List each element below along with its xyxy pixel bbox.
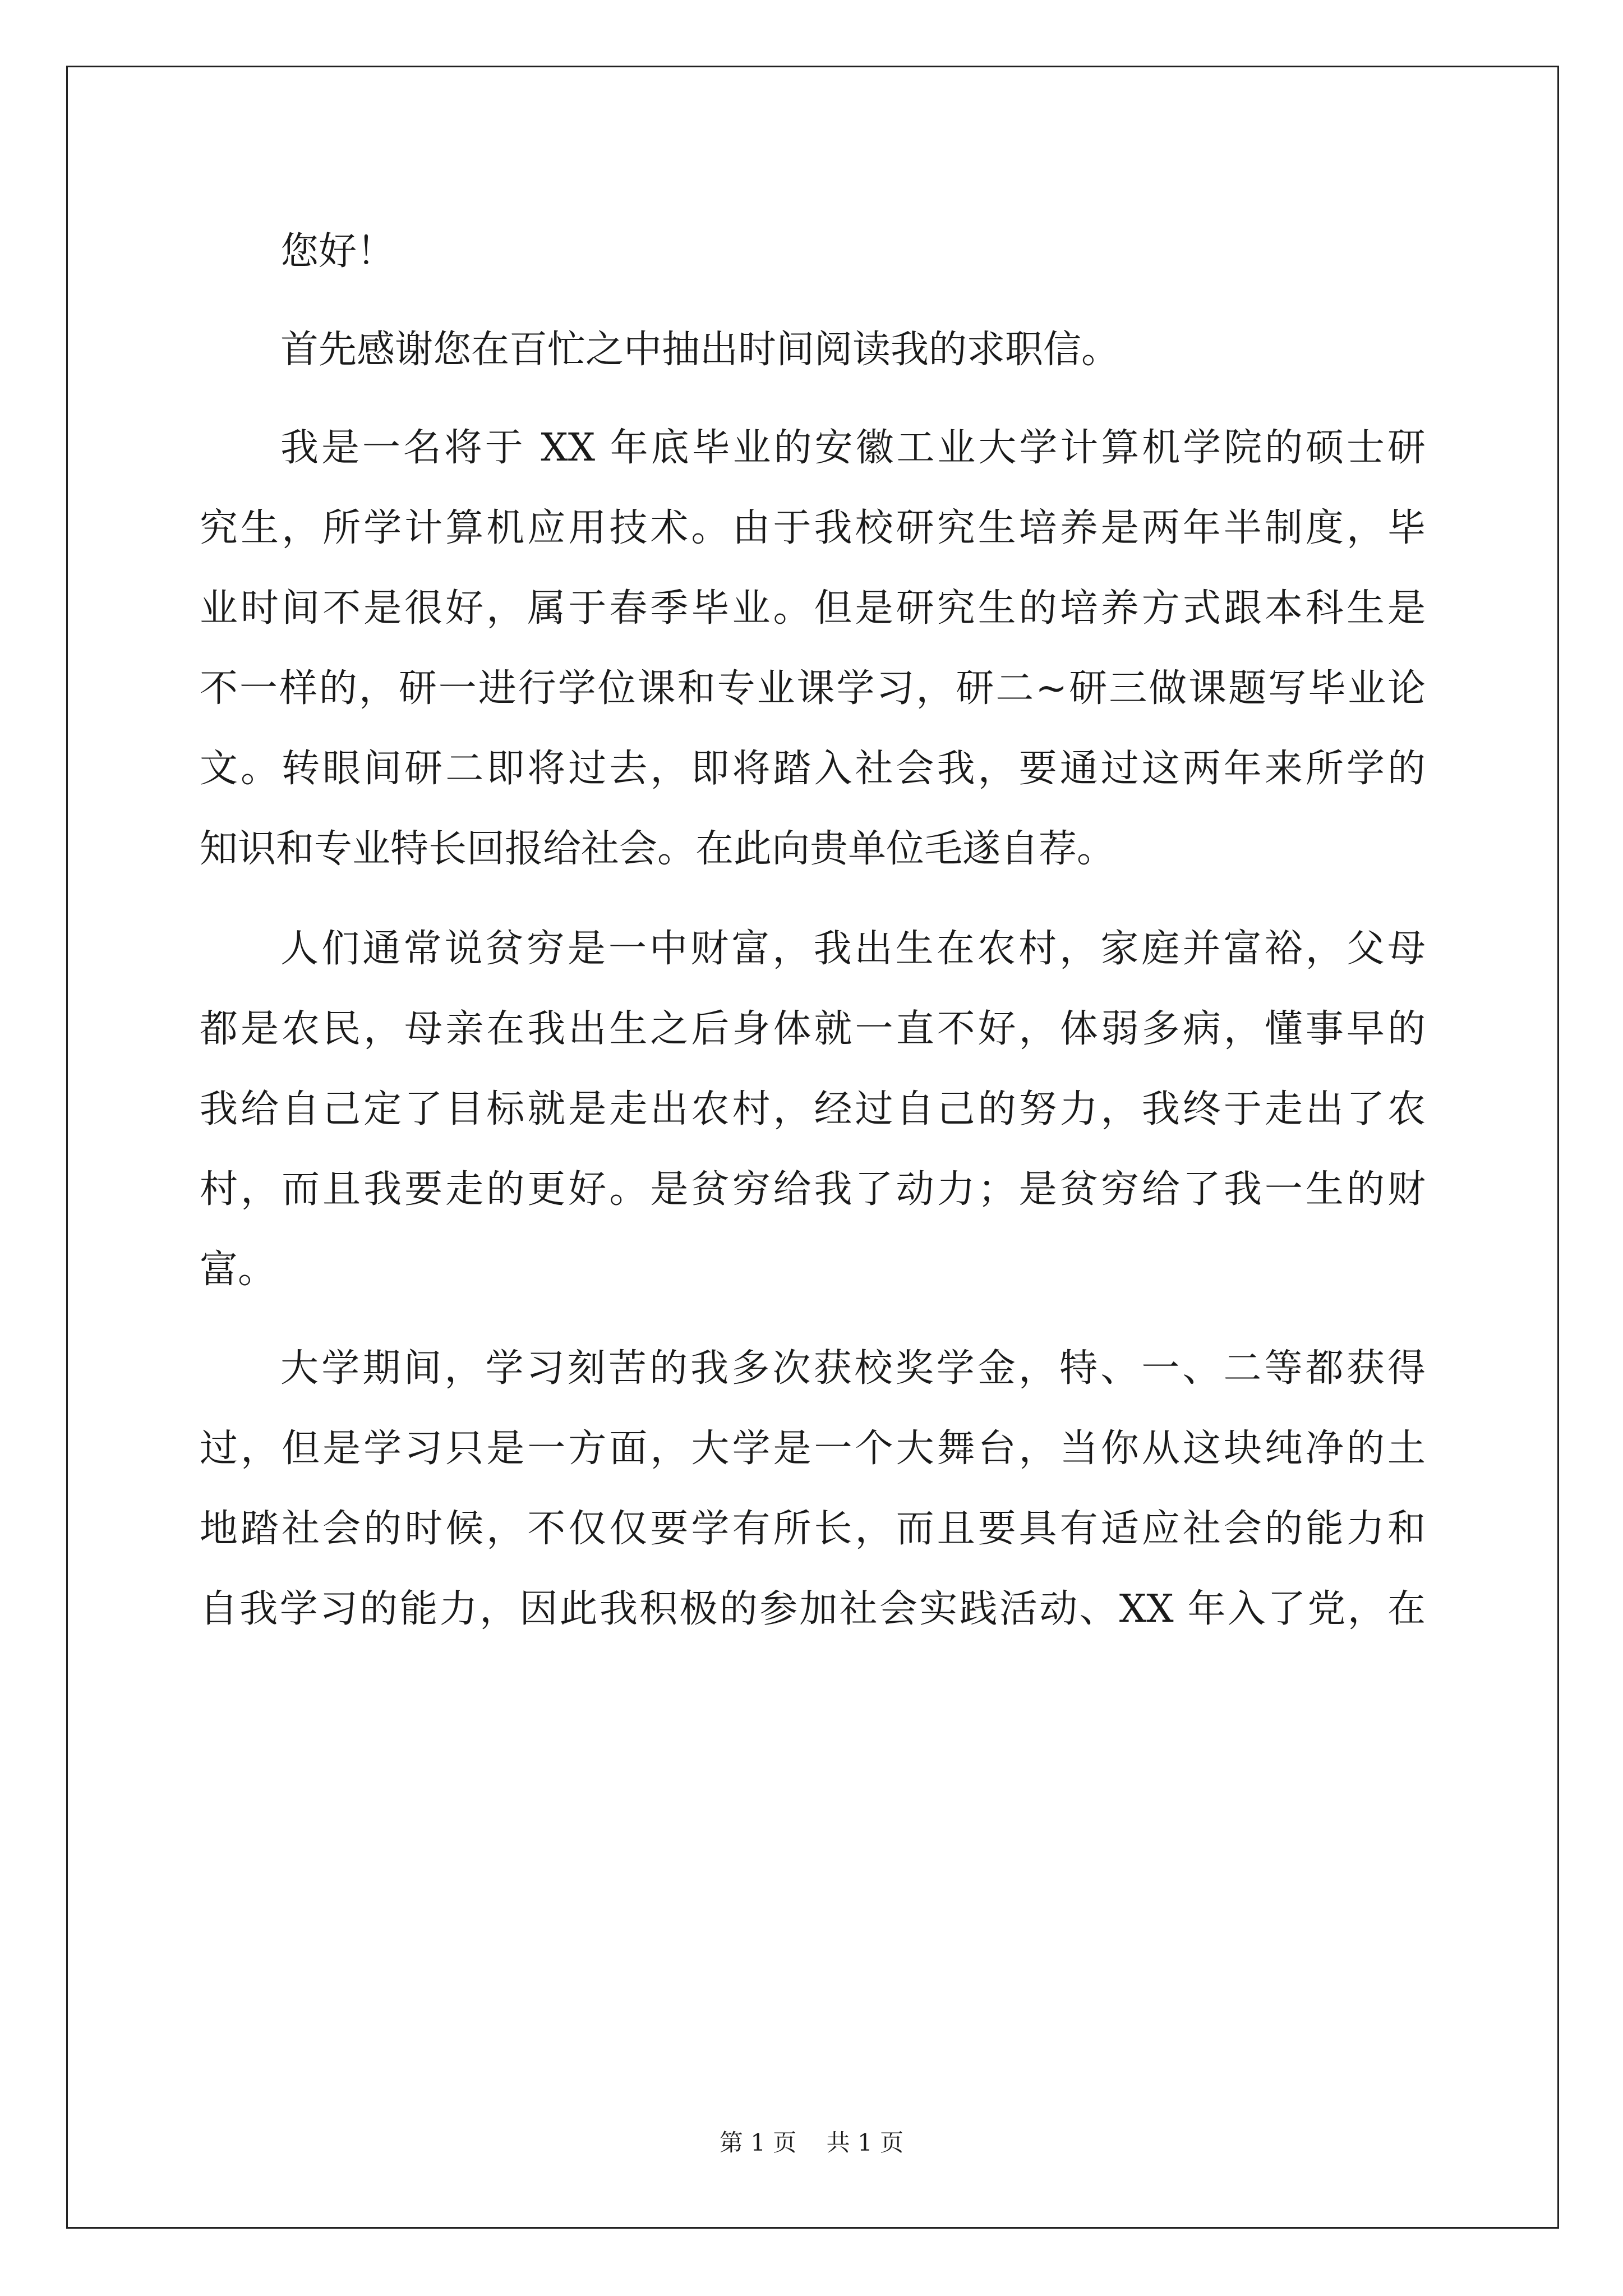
paragraph-line: 村，而且我要走的更好。是贫穷给我了动力；是贫穷给了我一生的财 <box>200 1167 1426 1212</box>
page-number: 第 1 页 <box>719 2129 797 2156</box>
paragraph-line: 究生，所学计算机应用技术。由于我校研究生培养是两年半制度，毕 <box>200 506 1426 550</box>
page-border <box>66 66 1559 2229</box>
paragraph-line: 业时间不是很好，属于春季毕业。但是研究生的培养方式跟本科生是 <box>200 586 1426 631</box>
paragraph-line: 富。 <box>200 1248 276 1292</box>
paragraph-line: 我给自己定了目标就是走出农村，经过自己的努力，我终于走出了农 <box>200 1087 1426 1131</box>
paragraph-line: 自我学习的能力，因此我积极的参加社会实践活动、XX 年入了党，在 <box>200 1587 1426 1631</box>
paragraph-line: 首先感谢您在百忙之中抽出时间阅读我的求职信。 <box>280 328 1120 372</box>
paragraph-line: 文。转眼间研二即将过去，即将踏入社会我，要通过这两年来所学的 <box>200 747 1426 791</box>
paragraph-line: 大学期间，学习刻苦的我多次获校奖学金，特、一、二等都获得 <box>280 1346 1426 1391</box>
paragraph-line: 不一样的，研一进行学位课和专业课学习，研二~研三做课题写毕业论 <box>200 666 1426 711</box>
paragraph-line: 过，但是学习只是一方面，大学是一个大舞台，当你从这块纯净的土 <box>200 1427 1426 1471</box>
paragraph-line: 人们通常说贫穷是一中财富，我出生在农村，家庭并富裕，父母 <box>280 927 1426 971</box>
page-total: 共 1 页 <box>826 2129 904 2156</box>
paragraph-line: 知识和专业特长回报给社会。在此向贵单位毛遂自荐。 <box>200 827 1115 871</box>
page-footer <box>0 2126 1623 2160</box>
paragraph-line: 我是一名将于 XX 年底毕业的安徽工业大学计算机学院的硕士研 <box>280 426 1426 470</box>
paragraph-line: 都是农民，母亲在我出生之后身体就一直不好，体弱多病，懂事早的 <box>200 1007 1426 1051</box>
greeting: 您好！ <box>280 229 395 274</box>
paragraph-line: 地踏社会的时候，不仅仅要学有所长，而且要具有适应社会的能力和 <box>200 1507 1426 1551</box>
